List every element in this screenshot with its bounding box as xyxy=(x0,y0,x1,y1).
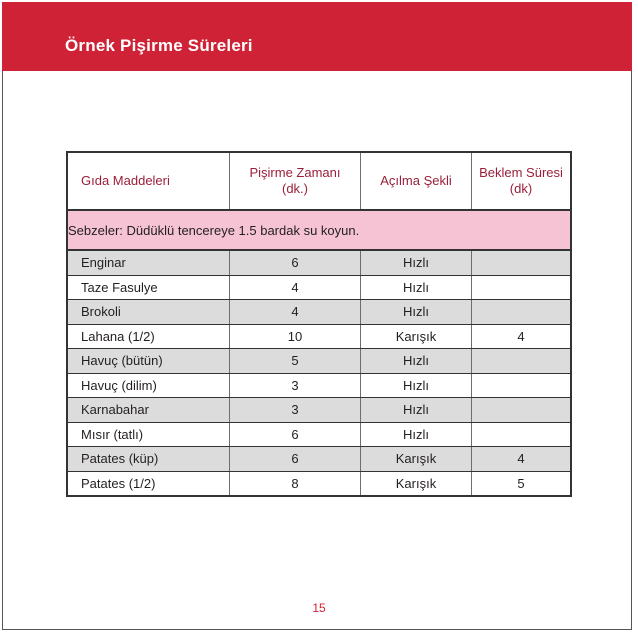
food-cell: Taze Fasulye xyxy=(67,275,230,300)
release-method-cell: Hızlı xyxy=(361,300,472,325)
cook-time-cell: 3 xyxy=(230,373,361,398)
rest-time-cell xyxy=(472,275,572,300)
cook-time-cell: 4 xyxy=(230,275,361,300)
cook-time-cell: 10 xyxy=(230,324,361,349)
table-row xyxy=(67,250,571,275)
header-release-method: Açılma Şekli xyxy=(361,152,472,210)
table-row xyxy=(67,275,571,300)
release-method-cell: Hızlı xyxy=(361,349,472,374)
header-cook-time: Pişirme Zamanı (dk.) xyxy=(230,152,361,210)
food-cell: Lahana (1/2) xyxy=(67,324,230,349)
cook-time-cell: 6 xyxy=(230,447,361,472)
cooking-times-table xyxy=(66,151,572,497)
table-row xyxy=(67,349,571,374)
food-cell: Karnabahar xyxy=(67,398,230,423)
rest-time-cell xyxy=(472,422,572,447)
food-cell: Havuç (dilim) xyxy=(67,373,230,398)
header-rest-time: Beklem Süresi (dk) xyxy=(472,152,572,210)
table-header-row xyxy=(67,152,571,210)
food-cell: Enginar xyxy=(67,250,230,275)
rest-time-cell: 4 xyxy=(472,447,572,472)
table-row xyxy=(67,300,571,325)
cook-time-cell: 4 xyxy=(230,300,361,325)
cook-time-cell: 5 xyxy=(230,349,361,374)
rest-time-cell: 4 xyxy=(472,324,572,349)
note-row xyxy=(67,210,571,250)
food-cell: Brokoli xyxy=(67,300,230,325)
food-cell: Mısır (tatlı) xyxy=(67,422,230,447)
page-number: 15 xyxy=(312,601,326,615)
vegetables-note: Sebzeler: Düdüklü tencereye 1.5 bardak su koyun. xyxy=(67,210,571,250)
rest-time-cell xyxy=(472,300,572,325)
table-row xyxy=(67,373,571,398)
rest-time-cell xyxy=(472,349,572,374)
header-food: Gıda Maddeleri xyxy=(67,152,230,210)
table-row xyxy=(67,398,571,423)
cook-time-cell: 6 xyxy=(230,250,361,275)
release-method-cell: Hızlı xyxy=(361,422,472,447)
cook-time-cell: 6 xyxy=(230,422,361,447)
release-method-cell: Hızlı xyxy=(361,275,472,300)
rest-time-cell xyxy=(472,373,572,398)
release-method-cell: Karışık xyxy=(361,447,472,472)
release-method-cell: Hızlı xyxy=(361,398,472,423)
food-cell: Patates (1/2) xyxy=(67,471,230,496)
food-cell: Havuç (bütün) xyxy=(67,349,230,374)
release-method-cell: Karışık xyxy=(361,471,472,496)
page-title: Örnek Pişirme Süreleri xyxy=(65,36,253,55)
rest-time-cell xyxy=(472,398,572,423)
release-method-cell: Hızlı xyxy=(361,250,472,275)
food-cell: Patates (küp) xyxy=(67,447,230,472)
release-method-cell: Hızlı xyxy=(361,373,472,398)
release-method-cell: Karışık xyxy=(361,324,472,349)
table-row xyxy=(67,471,571,496)
cook-time-cell: 8 xyxy=(230,471,361,496)
table-row xyxy=(67,447,571,472)
rest-time-cell: 5 xyxy=(472,471,572,496)
cook-time-cell: 3 xyxy=(230,398,361,423)
table-row xyxy=(67,324,571,349)
table-row xyxy=(67,422,571,447)
rest-time-cell xyxy=(472,250,572,275)
